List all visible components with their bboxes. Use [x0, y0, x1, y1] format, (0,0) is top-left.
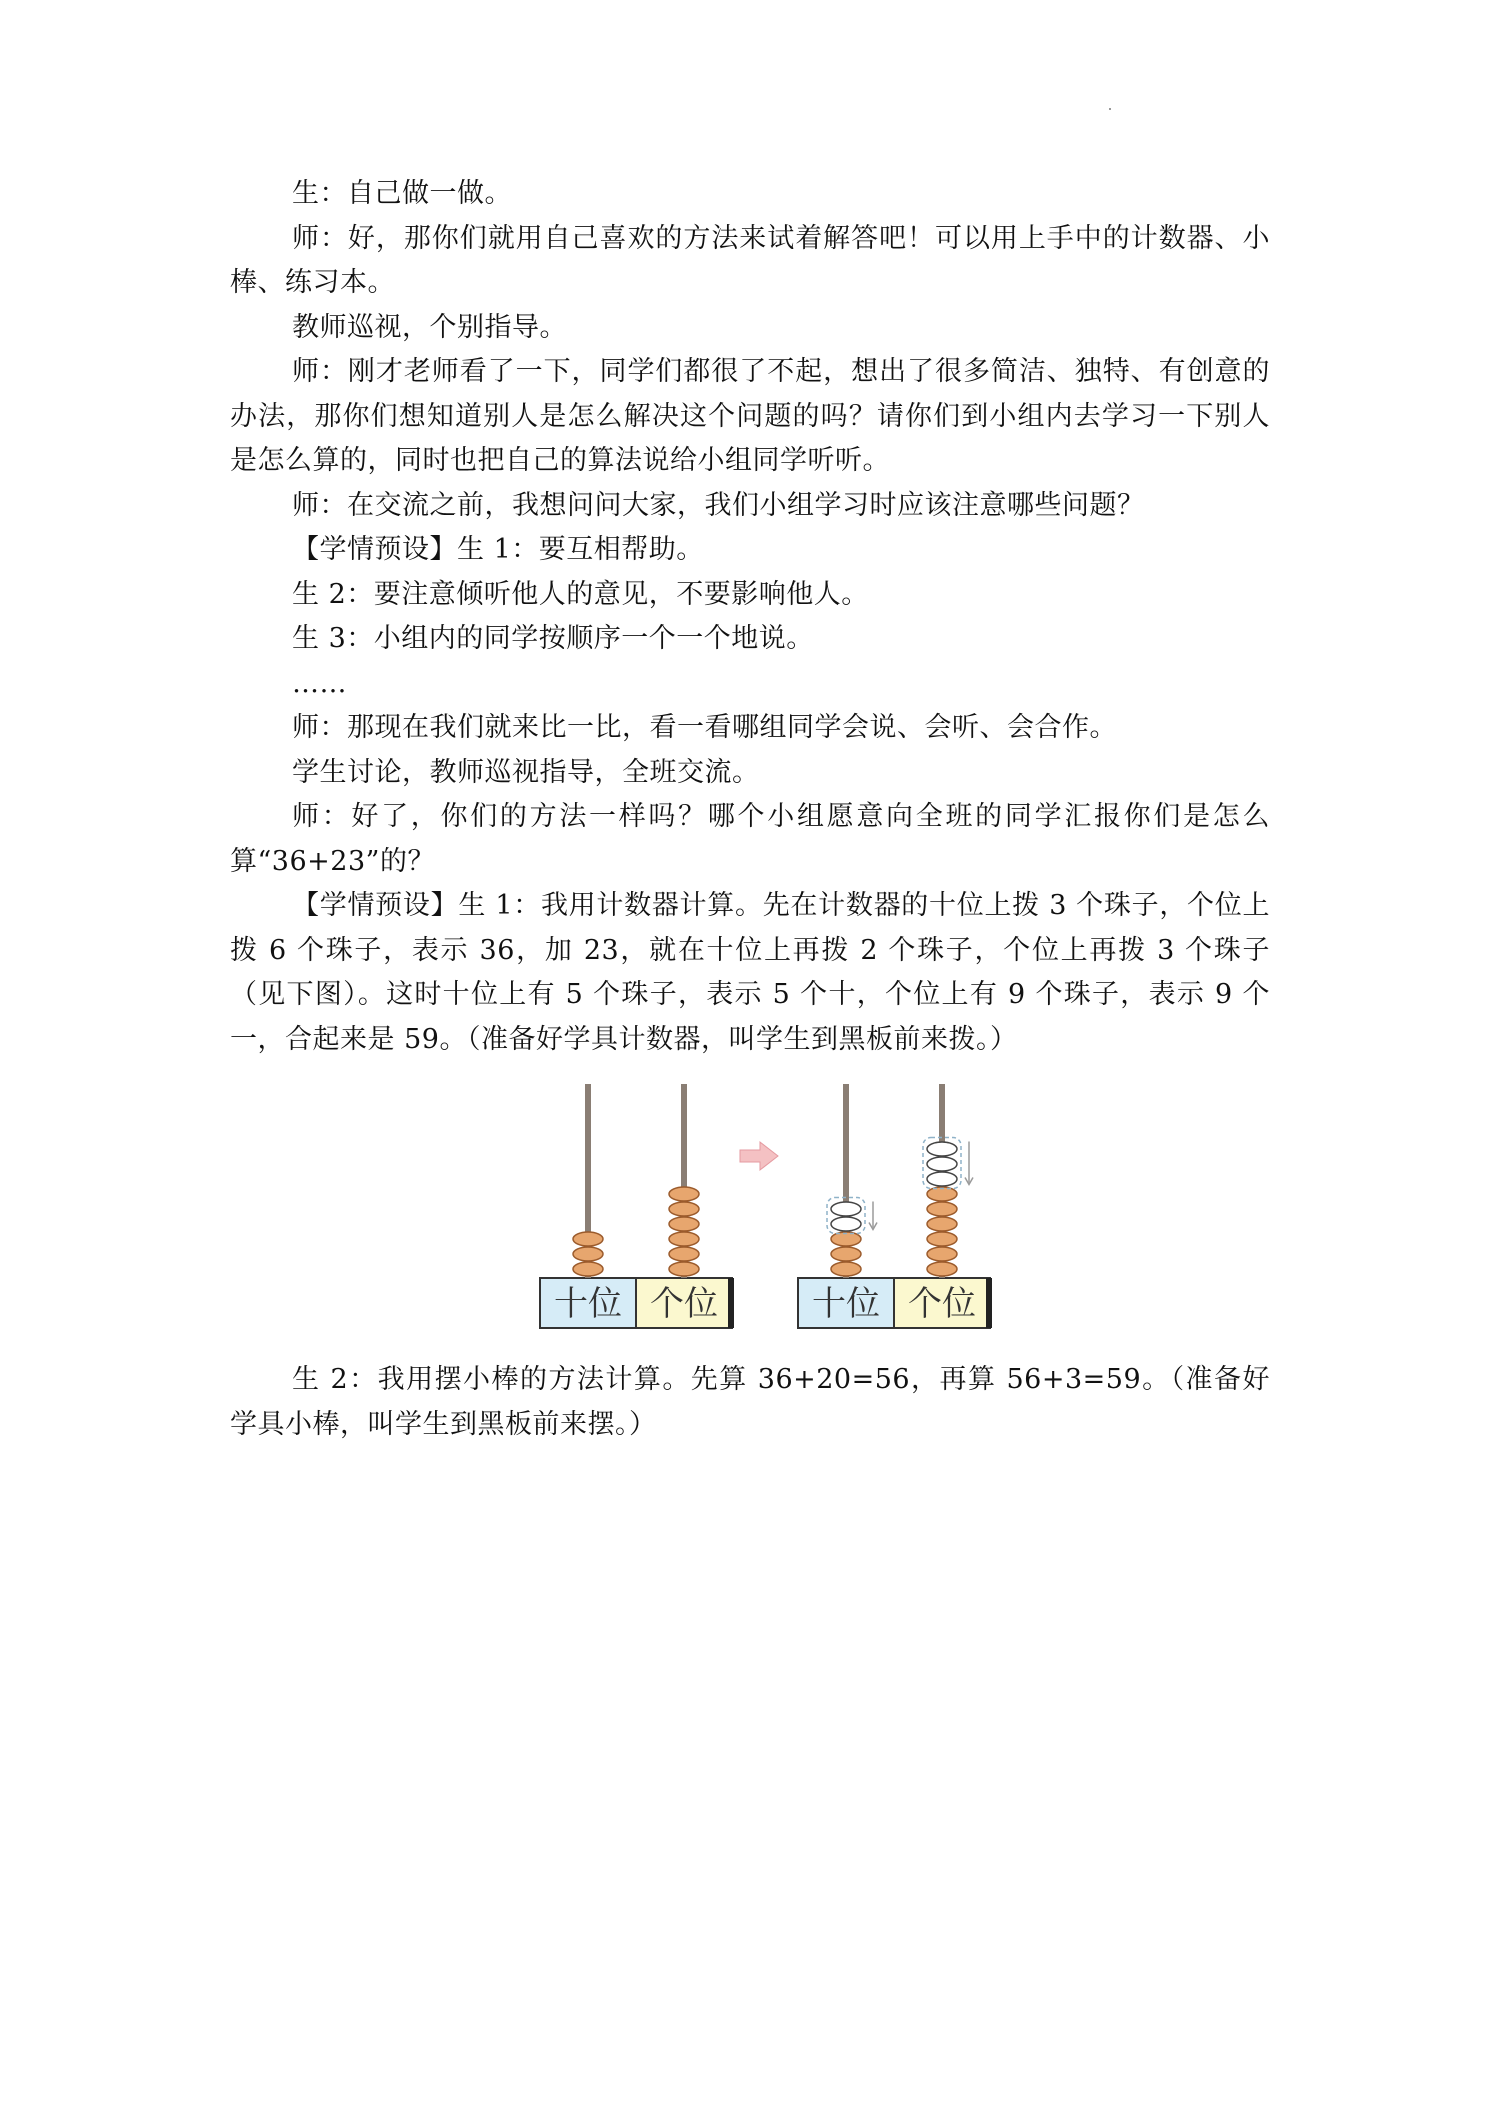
tens-place-label: 十位	[812, 1284, 880, 1324]
paragraph: 生 2：要注意倾听他人的意见，不要影响他人。	[292, 578, 869, 610]
tens-bead	[573, 1247, 603, 1261]
ones-bead	[927, 1247, 957, 1261]
ones-bead	[669, 1262, 699, 1276]
tens-bead	[573, 1262, 603, 1276]
abacus-illustration	[230, 1082, 1270, 1332]
paragraph: 生 2：我用摆小棒的方法计算。先算 36+20=56，再算 56+3=59。（准备好学具小棒，叫学生到黑板前来摆。）	[230, 1364, 1270, 1440]
tens-bead	[831, 1247, 861, 1261]
ones-added-bead	[927, 1157, 957, 1171]
ones-bead	[669, 1187, 699, 1201]
ones-added-bead	[927, 1172, 957, 1186]
tens-bead	[573, 1232, 603, 1246]
paragraph: 生 3：小组内的同学按顺序一个一个地说。	[292, 623, 814, 654]
paragraph: ……	[292, 667, 347, 699]
ones-bead	[669, 1232, 699, 1246]
paragraph: 教师巡视，个别指导。	[292, 311, 567, 343]
counter-edge	[728, 1278, 734, 1328]
tens-place-label: 十位	[554, 1284, 622, 1324]
ones-added-bead	[927, 1142, 957, 1156]
scan-speck	[1109, 108, 1111, 110]
ones-bead	[669, 1217, 699, 1231]
paragraph: 学生讨论，教师巡视指导，全班交流。	[292, 756, 760, 788]
transition-arrow-icon	[740, 1142, 778, 1170]
tens-added-bead	[831, 1202, 861, 1216]
ones-bead	[927, 1232, 957, 1246]
paragraph: 师：那现在我们就来比一比，看一看哪组同学会说、会听、会合作。	[292, 712, 1117, 743]
paragraph: 【学情预设】生 1：要互相帮助。	[292, 534, 704, 565]
paragraph: 师：在交流之前，我想问问大家，我们小组学习时应该注意哪些问题？	[292, 489, 1145, 521]
ones-bead	[669, 1247, 699, 1261]
counter-edge	[986, 1278, 992, 1328]
ones-bead	[927, 1217, 957, 1231]
paragraph: 师：好了，你们的方法一样吗？哪个小组愿意向全班的同学汇报你们是怎么算“36+23”的？	[230, 801, 1270, 877]
paragraph: 师：刚才老师看了一下，同学们都很了不起，想出了很多简洁、独特、有创意的办法，那你们想知道别人是怎么解决这个问题的吗？请你们到小组内去学习一下别人是怎么算的，同时也把自己的算法说给小组同学听听。	[230, 356, 1270, 476]
ones-place-label: 个位	[650, 1284, 718, 1324]
tens-bead	[831, 1262, 861, 1276]
paragraph: 【学情预设】生 1：我用计数器计算。先在计数器的十位上拨 3 个珠子，个位上拨 6 个珠子，表示 36，加 23，就在十位上再拨 2 个珠子，个位上再拨 3 个珠子（见下图）。这时十位上有 5 个珠子，表示 5 个十，个位上有 9 个珠子，表示 9 个一，合起来是 59。（准备好学具计数器，叫学生到黑板前来拨。）	[230, 890, 1270, 1055]
tens-added-bead	[831, 1217, 861, 1231]
abacus-figure	[230, 1082, 1270, 1332]
ones-place-label: 个位	[908, 1284, 976, 1324]
ones-bead	[927, 1262, 957, 1276]
paragraph: 生：自己做一做。	[292, 178, 512, 209]
document-body	[230, 172, 1270, 1447]
ones-bead	[669, 1202, 699, 1216]
ones-bead	[927, 1202, 957, 1216]
paragraph: 师：好，那你们就用自己喜欢的方法来试着解答吧！可以用上手中的计数器、小棒、练习本。	[230, 222, 1270, 298]
